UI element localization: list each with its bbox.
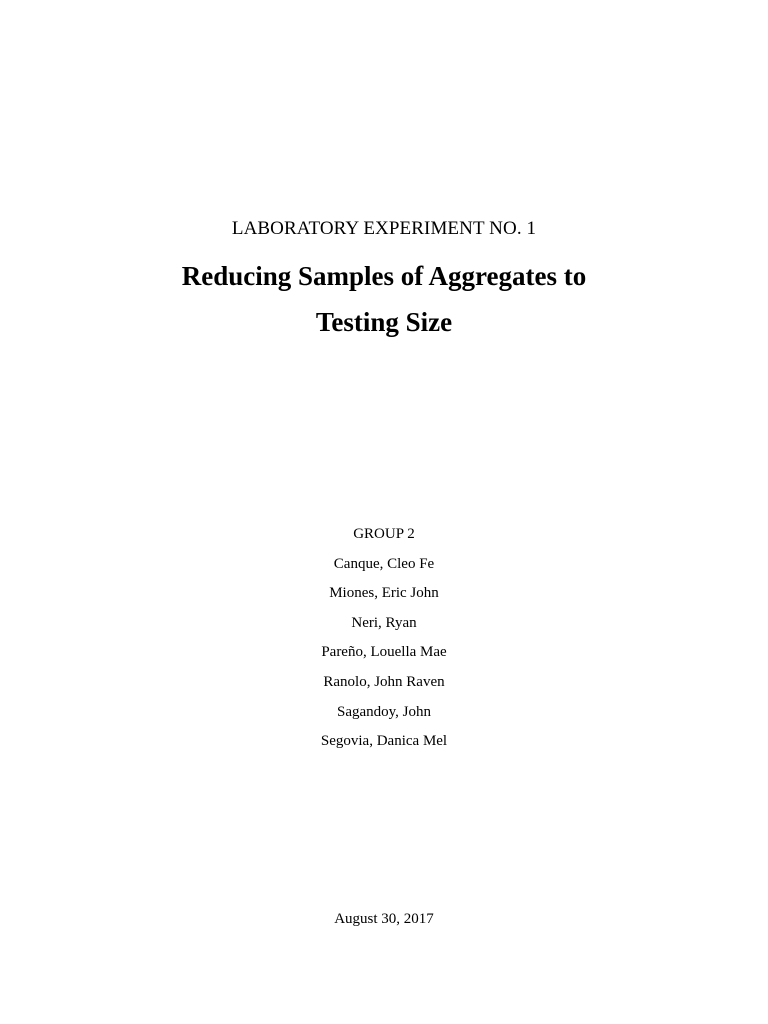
member-name: Pareño, Louella Mae [321,644,447,661]
group-block [0,523,768,760]
member-name: Miones, Eric John [329,585,439,602]
member-name: Canque, Cleo Fe [333,555,435,572]
title-line-2: Testing Size [315,307,453,337]
document-date: August 30, 2017 [334,911,434,927]
member-name: Ranolo, John Raven [323,673,445,690]
member-name: Sagandoy, John [336,703,432,720]
experiment-label: LABORATORY EXPERIMENT NO. 1 [231,218,537,239]
group-label: GROUP 2 [353,526,415,542]
member-name: Neri, Ryan [351,614,417,631]
title-line-1: Reducing Samples of Aggregates to [181,261,587,291]
member-name: Segovia, Danica Mel [320,733,448,750]
document-title [0,253,768,345]
